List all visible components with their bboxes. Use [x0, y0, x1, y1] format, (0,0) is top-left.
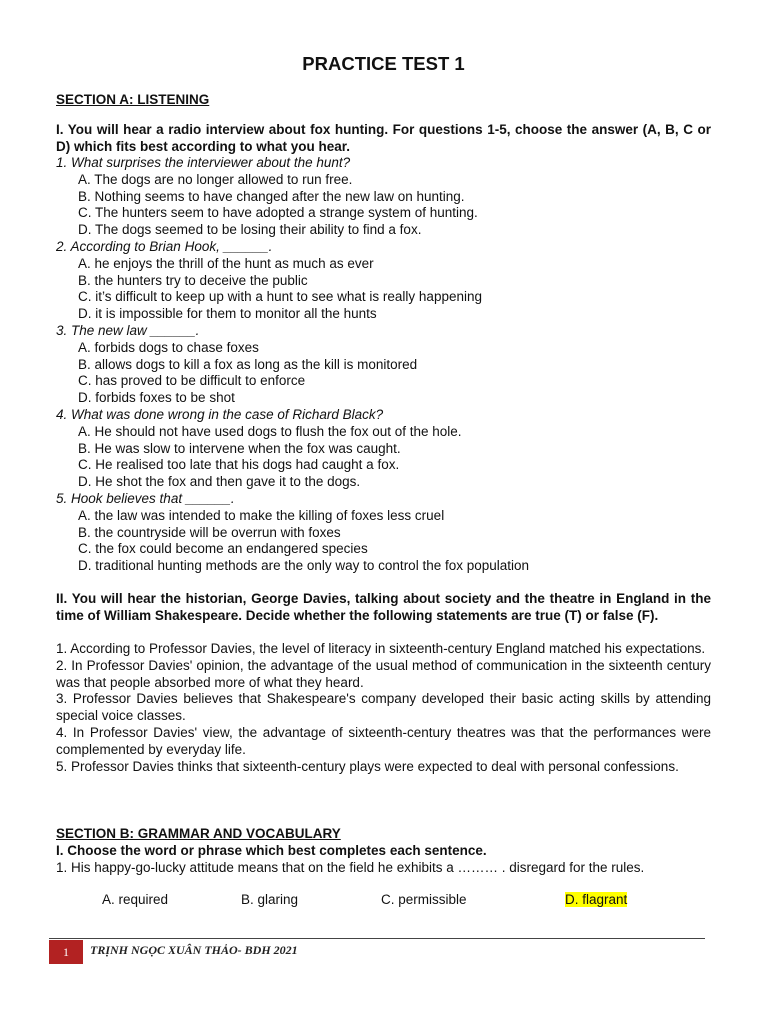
section-b-heading: SECTION B: GRAMMAR AND VOCABULARY — [56, 826, 341, 841]
option-4b: B. He was slow to intervene when the fox was caught. — [78, 440, 401, 456]
option-1d: D. The dogs seemed to be losing their ability to find a fox. — [78, 222, 422, 238]
statement-1: 1. According to Professor Davies, the level of literacy in sixteenth-century England matched his expectations. — [56, 641, 706, 656]
option-1c: C. The hunters seem to have adopted a strange system of hunting. — [78, 205, 478, 221]
statement-5: 5. Professor Davies thinks that sixteenth-century plays were expected to deal with personal confessions. — [56, 758, 679, 774]
option-2d: D. it is impossible for them to monitor all the hunts — [78, 306, 377, 322]
choice-a: A. required — [102, 892, 169, 907]
option-3a: A. forbids dogs to chase foxes — [78, 339, 259, 355]
option-4d: D. He shot the fox and then gave it to the dogs. — [78, 474, 361, 490]
option-5b: B. the countryside will be overrun with foxes — [78, 524, 341, 540]
part1-instruction: I. You will hear a radio interview about fox hunting. For questions 1-5, choose the answer (A, B, C or D) which fits best according to what you hear. — [56, 122, 711, 154]
option-4c: C. He realised too late that his dogs had caught a fox. — [78, 457, 400, 473]
option-5a: A. the law was intended to make the killing of foxes less cruel — [78, 507, 445, 523]
question-3: 3. The new law ______. — [56, 322, 200, 338]
question-1: 1. What surprises the interviewer about the hunt? — [56, 155, 351, 170]
footer-author: TRỊNH NGỌC XUÂN THẢO- BDH 2021 — [90, 943, 298, 957]
option-3b: B. allows dogs to kill a fox as long as the kill is monitored — [78, 356, 418, 372]
statement-2: 2. In Professor Davies' opinion, the advantage of the usual method of communication in the sixteenth century was that people absorbed more of what they heard. — [56, 657, 711, 690]
question-list — [56, 155, 711, 575]
choice-d-highlighted: D. flagrant — [565, 892, 628, 907]
choice-c: C. permissible — [381, 892, 467, 907]
option-5c: C. the fox could become an endangered species — [78, 541, 368, 557]
page-number: 1 — [49, 940, 83, 964]
option-2a: A. he enjoys the thrill of the hunt as much as ever — [78, 255, 374, 271]
option-2b: B. the hunters try to deceive the public — [78, 272, 308, 288]
footer-divider — [49, 938, 705, 939]
section-a-heading: SECTION A: LISTENING — [56, 92, 210, 107]
option-2c: C. it’s difficult to keep up with a hunt to see what is really happening — [78, 289, 482, 305]
choice-b: B. glaring — [241, 892, 299, 907]
question-b1: 1. His happy-go-lucky attitude means that on the field he exhibits a ……… . disregard for the rules. — [56, 860, 645, 875]
statement-list — [56, 641, 711, 775]
question-5: 5. Hook believes that ______. — [56, 490, 235, 506]
option-3c: C. has proved to be difficult to enforce — [78, 373, 306, 389]
statement-3: 3. Professor Davies believes that Shakespeare's company developed their basic acting skills by attending special voice classes. — [56, 691, 711, 724]
question-4: 4. What was done wrong in the case of Richard Black? — [56, 406, 384, 422]
part2-instruction: II. You will hear the historian, George Davies, talking about society and the theatre in England in the time of William Shakespeare. Decide whether the following statements are true (T) or false (F). — [56, 591, 711, 623]
section-b-instruction: I. Choose the word or phrase which best completes each sentence. — [56, 843, 487, 858]
question-2: 2. According to Brian Hook, ______. — [56, 238, 273, 254]
statement-4: 4. In Professor Davies' view, the advantage of sixteenth-century theatres was that the performances were complemented by everyday life. — [56, 724, 711, 757]
option-1b: B. Nothing seems to have changed after the new law on hunting. — [78, 188, 465, 204]
option-5d: D. traditional hunting methods are the only way to control the fox population — [78, 558, 530, 574]
option-1a: A. The dogs are no longer allowed to run free. — [78, 171, 353, 187]
page-title: PRACTICE TEST 1 — [302, 53, 465, 74]
option-3d: D. forbids foxes to be shot — [78, 390, 235, 406]
answer-choices — [56, 892, 711, 910]
option-4a: A. He should not have used dogs to flush the fox out of the hole. — [78, 423, 462, 439]
